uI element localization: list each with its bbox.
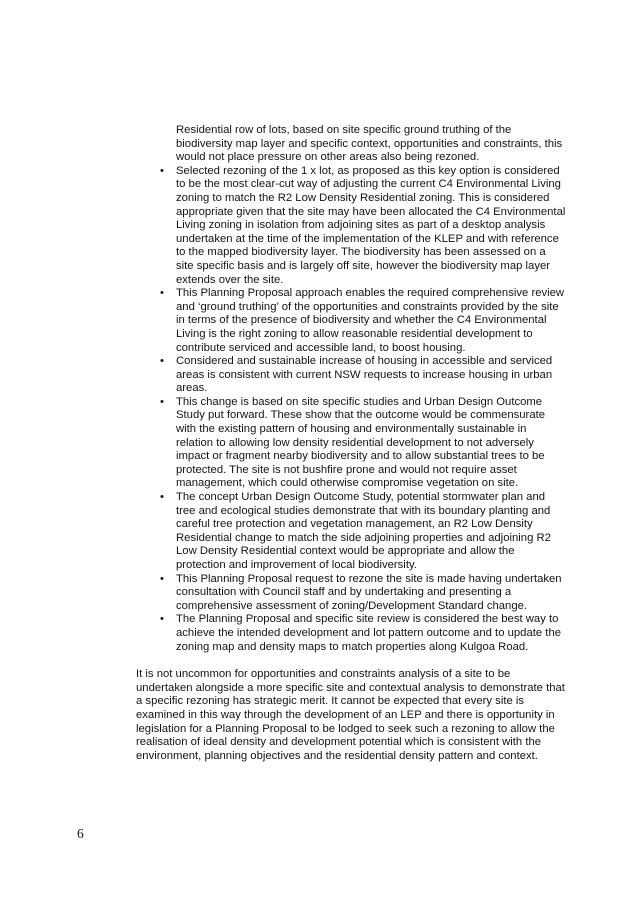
bullet-icon: •: [160, 355, 164, 368]
bullet-item: [136, 573, 566, 614]
bullet-item: [136, 287, 566, 355]
bullet-text: Considered and sustainable increase of housing in accessible and serviced areas is consistent with current NSW requests to increase housing in urban areas.: [176, 355, 553, 395]
bullet-item: [136, 491, 566, 573]
bullet-text: Selected rezoning of the 1 x lot, as proposed as this key option is considered to be the most clear-cut way of adjusting the current C4 Environmental Living zoning to match the R2 Low Density Residential zoning. This is considered appropriate given that the site may have been allocated the C4 Environmental Living zoning in isolation from adjoining sites as part of a desktop analysis undertaken at the time of the implementation of the KLEP and with reference to the mapped biodiversity layer. The biodiversity has been assessed on a site specific basis and is largely off site, however the biodiversity map layer extends over the site.: [176, 164, 566, 286]
bullet-item: [136, 165, 566, 287]
bullet-icon: •: [160, 572, 164, 585]
bullet-item: [136, 396, 566, 491]
bullet-icon: •: [160, 395, 164, 408]
bullet-item: [136, 613, 566, 654]
page-body: [136, 124, 566, 775]
bullet-text: This Planning Proposal request to rezone the site is made having undertaken consultation with Council staff and by undertaking and presenting a comprehensive assessment of zoning/Development Standard change.: [176, 572, 562, 612]
bullet-text: The Planning Proposal and specific site review is considered the best way to achieve the intended development and lot pattern outcome and to update the zoning map and density maps to match properties along Kulgoa Road.: [176, 613, 562, 653]
bullet-text: The concept Urban Design Outcome Study, potential stormwater plan and tree and ecological studies demonstrate that with its boundary planting and careful tree protection and vegetation management, an R2 Low Density Residential change to match the side adjoining properties and adjoining R2 Low Density Residential context would be appropriate and allow the protection and improvement of local biodiversity.: [176, 491, 551, 571]
closing-paragraph: It is not uncommon for opportunities and constraints analysis of a site to be undertaken alongside a more specific site and contextual analysis to demonstrate that a specific rezoning has strategic merit. It cannot be expected that every site is examined in this way through the development of an LEP and there is opportunity in legislation for a Planning Proposal to be lodged to seek such a rezoning to allow the realisation of ideal density and development potential which is consistent with the environment, planning objectives and the residential density pattern and context.: [136, 668, 565, 762]
bullet-icon: •: [160, 491, 164, 504]
bullet-icon: •: [160, 287, 164, 300]
page-number: 6: [77, 826, 84, 841]
bullet-icon: •: [160, 613, 164, 626]
bullet-item: [136, 355, 566, 396]
bullet-text: This Planning Proposal approach enables the required comprehensive review and ‘ground truthing’ of the opportunities and constraints provided by the site in terms of the presence of biodiversity and whether the C4 Environmental Living is the right zoning to allow reasonable residential development to contribute serviced and accessible land, to boost housing.: [176, 287, 565, 354]
bullet-text: This change is based on site specific studies and Urban Design Outcome Study put forward. These show that the outcome would be commensurate with the existing pattern of housing and environmentally sustainable in relation to allowing low density residential development to not adversely impact or fragment nearby biodiversity and to allow substantial trees to be protected. The site is not bushfire prone and would not require asset management, which could otherwise compromise vegetation on site.: [176, 395, 546, 490]
bullet-continuation-text: Residential row of lots, based on site specific ground truthing of the biodiversity map layer and specific context, opportunities and constraints, this would not place pressure on other areas also being rezoned.: [176, 124, 563, 164]
bullet-icon: •: [160, 164, 164, 177]
bullet-list: [136, 165, 566, 654]
